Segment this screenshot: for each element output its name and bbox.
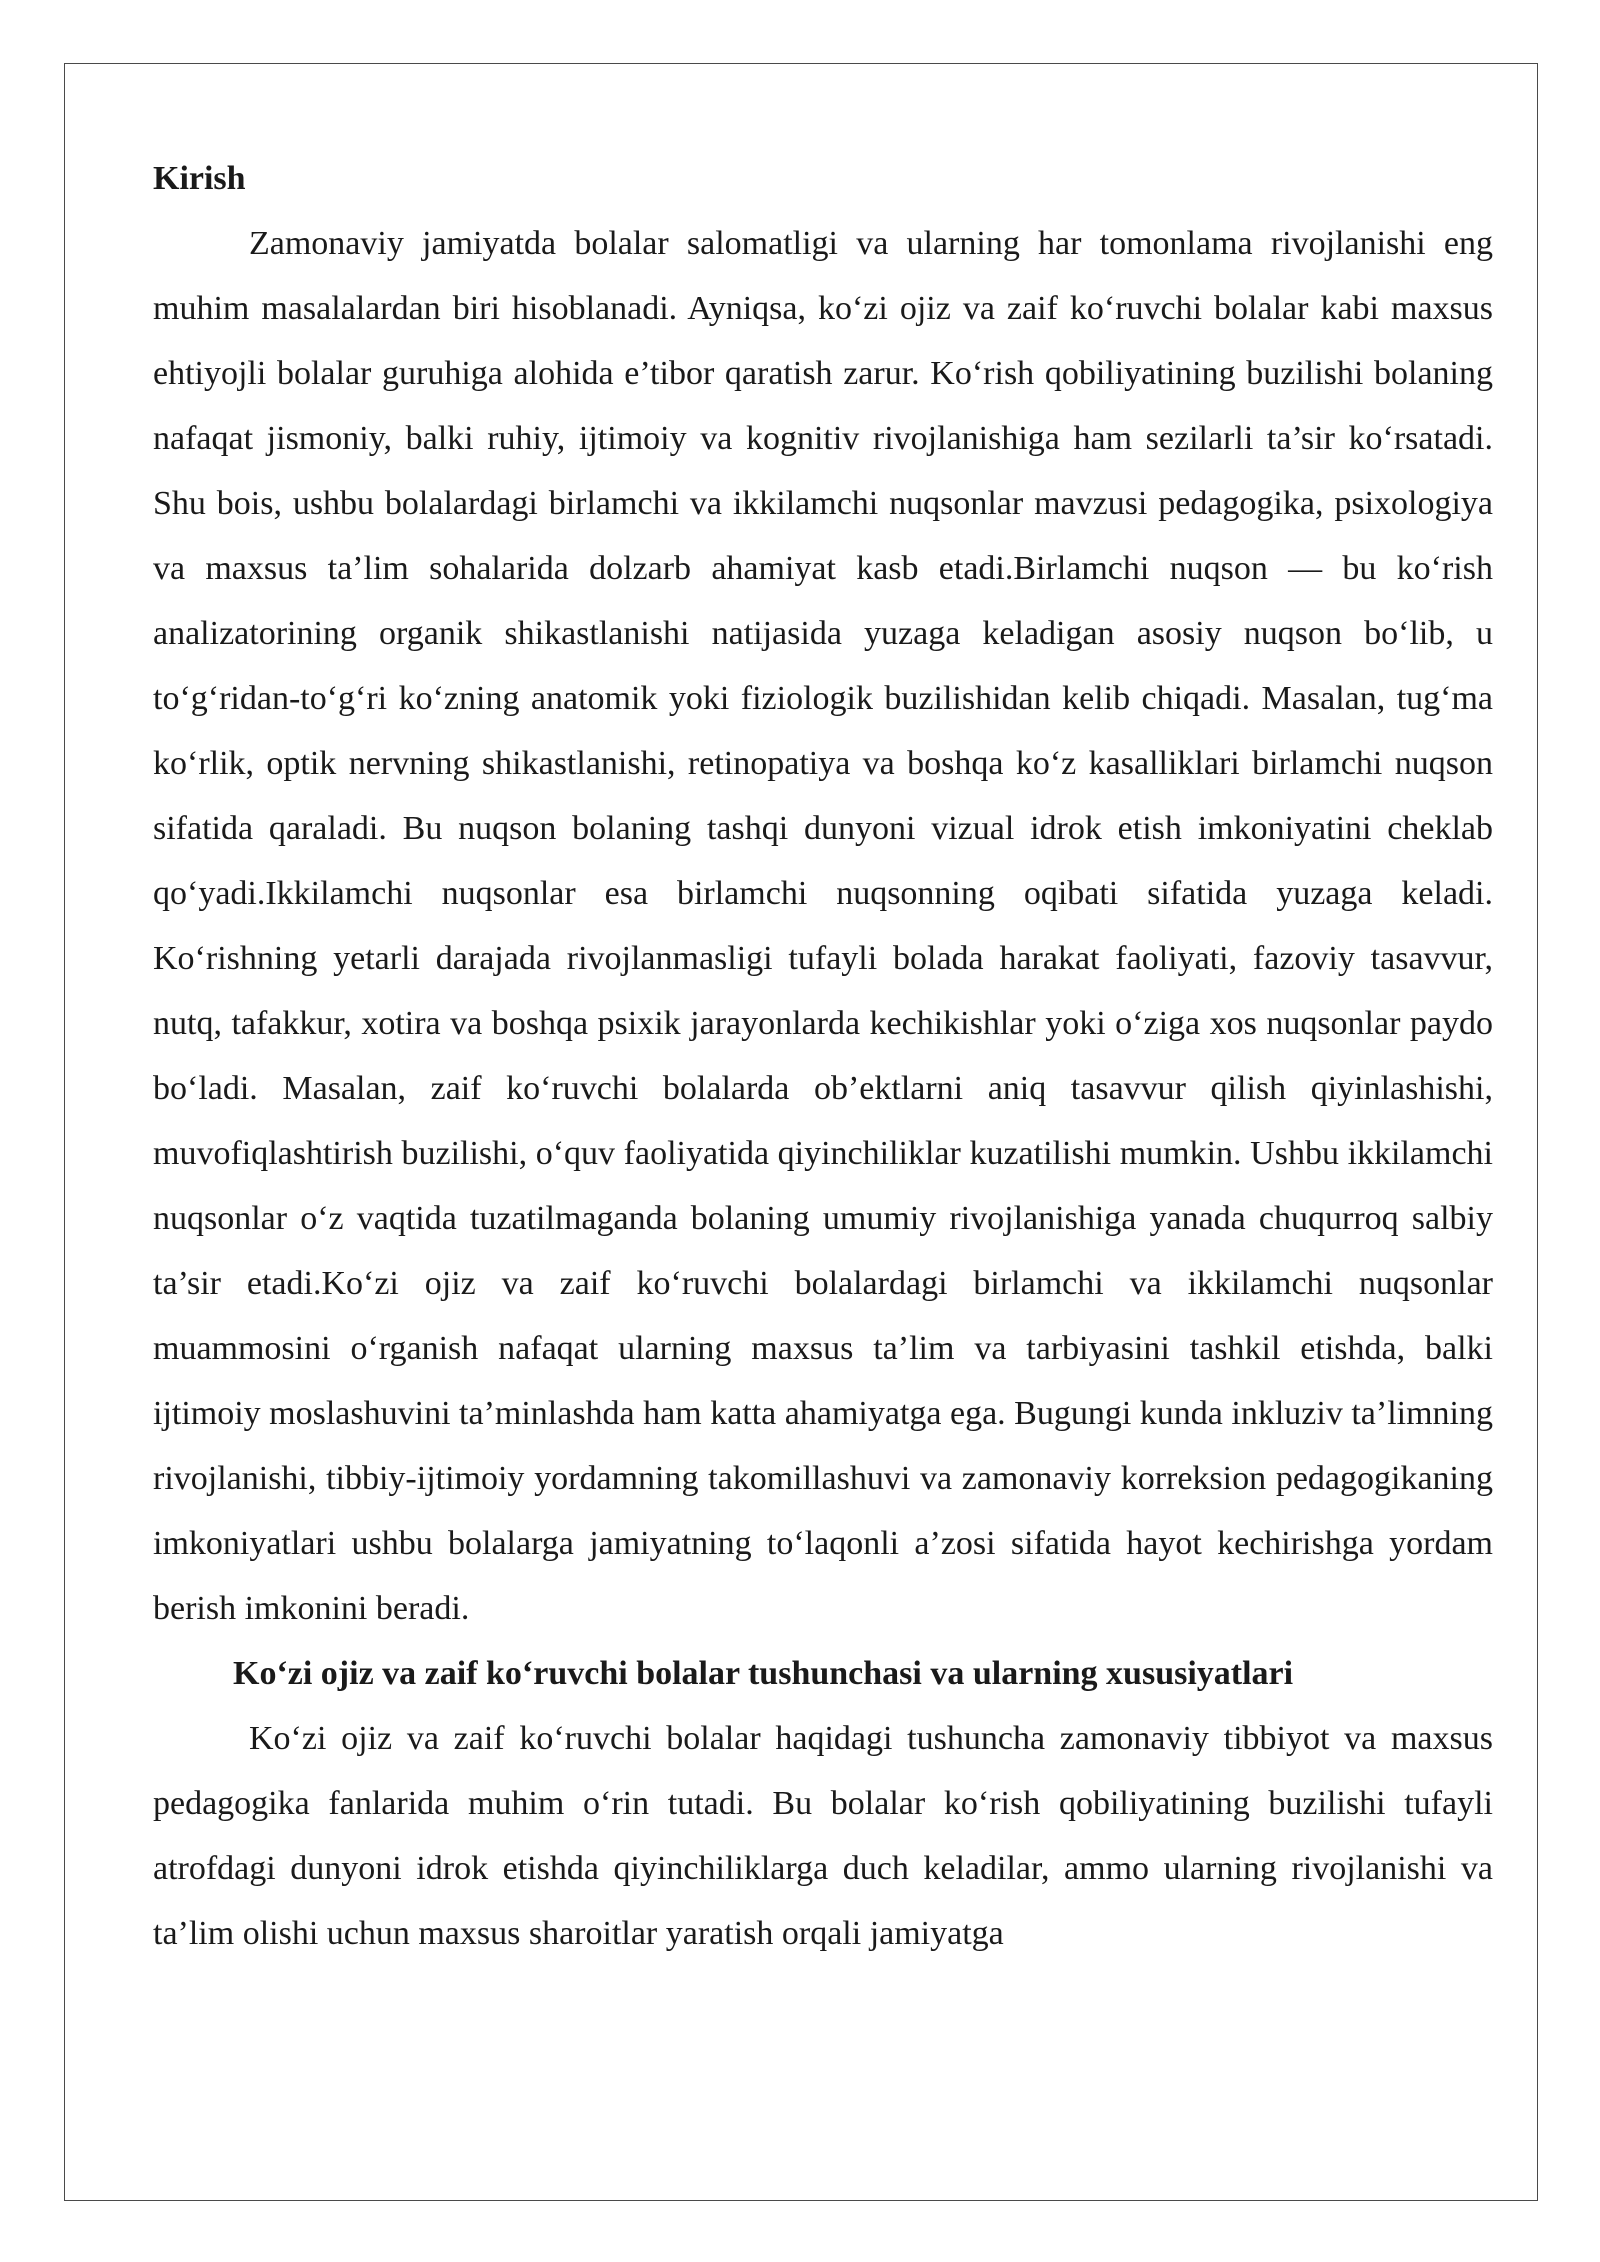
intro-heading: Kirish xyxy=(153,160,246,197)
section-paragraph: Ko‘zi ojiz va zaif ko‘ruvchi bolalar haqidagi tushuncha zamonaviy tibbiyot va maxsus pedagogika fanlarida muhim o‘rin tutadi. Bu bolalar ko‘rish qobiliyatining buzilishi tufayli atrofdagi dunyoni idrok etishda qiyinchiliklarga duch keladilar, ammo ularning rivojlanishi va ta’lim olishi uchun maxsus sharoitlar yaratish orqali jamiyatga xyxy=(153,1720,1493,1952)
section-heading: Ko‘zi ojiz va zaif ko‘ruvchi bolalar tushunchasi va ularning xususiyatlari xyxy=(233,1655,1294,1692)
document-body xyxy=(153,146,1493,1966)
intro-paragraph: Zamonaviy jamiyatda bolalar salomatligi va ularning har tomonlama rivojlanishi eng muhim masalalardan biri hisoblanadi. Ayniqsa, ko‘zi ojiz va zaif ko‘ruvchi bolalar kabi maxsus ehtiyojli bolalar guruhiga alohida e’tibor qaratish zarur. Ko‘rish qobiliyatining buzilishi bolaning nafaqat jismoniy, balki ruhiy, ijtimoiy va kognitiv rivojlanishiga ham sezilarli ta’sir ko‘rsatadi. Shu bois, ushbu bolalardagi birlamchi va ikkilamchi nuqsonlar mavzusi pedagogika, psixologiya va maxsus ta’lim sohalarida dolzarb ahamiyat kasb etadi.Birlamchi nuqson — bu ko‘rish analizatorining organik shikastlanishi natijasida yuzaga keladigan asosiy nuqson bo‘lib, u to‘g‘ridan-to‘g‘ri ko‘zning anatomik yoki fiziologik buzilishidan kelib chiqadi. Masalan, tug‘ma ko‘rlik, optik nervning shikastlanishi, retinopatiya va boshqa ko‘z kasalliklari birlamchi nuqson sifatida qaraladi. Bu nuqson bolaning tashqi dunyoni vizual idrok etish imkoniyatini cheklab qo‘yadi.Ikkilamchi nuqsonlar esa birlamchi nuqsonning oqibati sifatida yuzaga keladi. Ko‘rishning yetarli darajada rivojlanmasligi tufayli bolada harakat faoliyati, fazoviy tasavvur, nutq, tafakkur, xotira va boshqa psixik jarayonlarda kechikishlar yoki o‘ziga xos nuqsonlar paydo bo‘ladi. Masalan, zaif ko‘ruvchi bolalarda ob’ektlarni aniq tasavvur qilish qiyinlashishi, muvofiqlashtirish buzilishi, o‘quv faoliyatida qiyinchiliklar kuzatilishi mumkin. Ushbu ikkilamchi nuqsonlar o‘z vaqtida tuzatilmaganda bolaning umumiy rivojlanishiga yanada chuqurroq salbiy ta’sir etadi.Ko‘zi ojiz va zaif ko‘ruvchi bolalardagi birlamchi va ikkilamchi nuqsonlar muammosini o‘rganish nafaqat ularning maxsus ta’lim va tarbiyasini tashkil etishda, balki ijtimoiy moslashuvini ta’minlashda ham katta ahamiyatga ega. Bugungi kunda inkluziv ta’limning rivojlanishi, tibbiy-ijtimoiy yordamning takomillashuvi va zamonaviy korreksion pedagogikaning imkoniyatlari ushbu bolalarga jamiyatning to‘laqonli a’zosi sifatida hayot kechirishga yordam berish imkonini beradi. xyxy=(153,225,1493,1627)
